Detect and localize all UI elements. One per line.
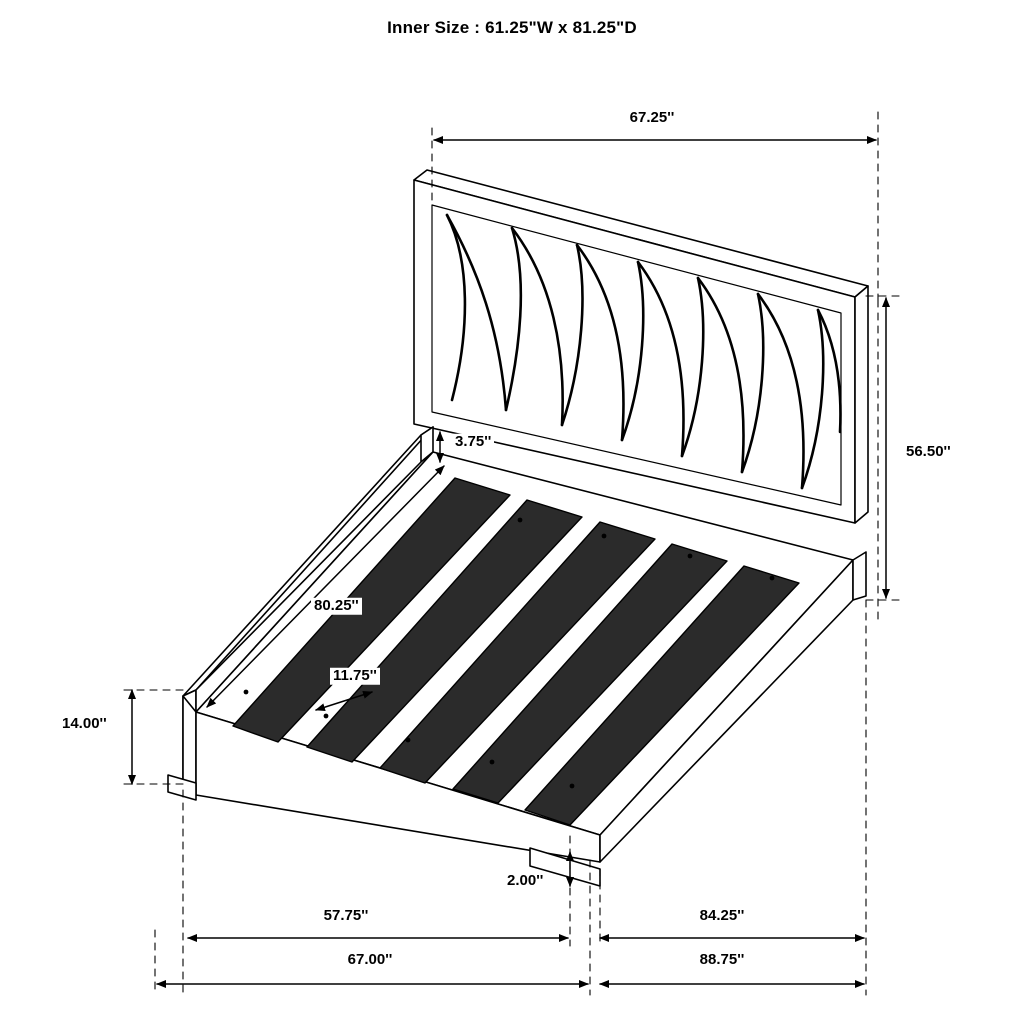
dimension-label-overall-width: 67.00'' xyxy=(345,952,396,969)
dimension-label-front-width: 57.75'' xyxy=(321,908,372,925)
dimension-label-overall-depth: 88.75'' xyxy=(697,952,748,969)
dimension-label-foot-clearance: 2.00'' xyxy=(504,873,546,890)
dimension-label-frame-height: 14.00'' xyxy=(59,716,110,733)
dimension-label-headboard-height: 56.50'' xyxy=(903,444,954,461)
page-title: Inner Size : 61.25"W x 81.25"D xyxy=(387,18,637,37)
dimension-label-depth-projection: 84.25'' xyxy=(697,908,748,925)
dimension-label-rail-thickness: 3.75'' xyxy=(452,434,494,451)
dimension-label-mattress-length: 80.25'' xyxy=(311,598,362,615)
dimension-label-headboard-width: 67.25'' xyxy=(627,110,678,127)
dimension-label-slat-spacing: 11.75'' xyxy=(330,668,380,685)
